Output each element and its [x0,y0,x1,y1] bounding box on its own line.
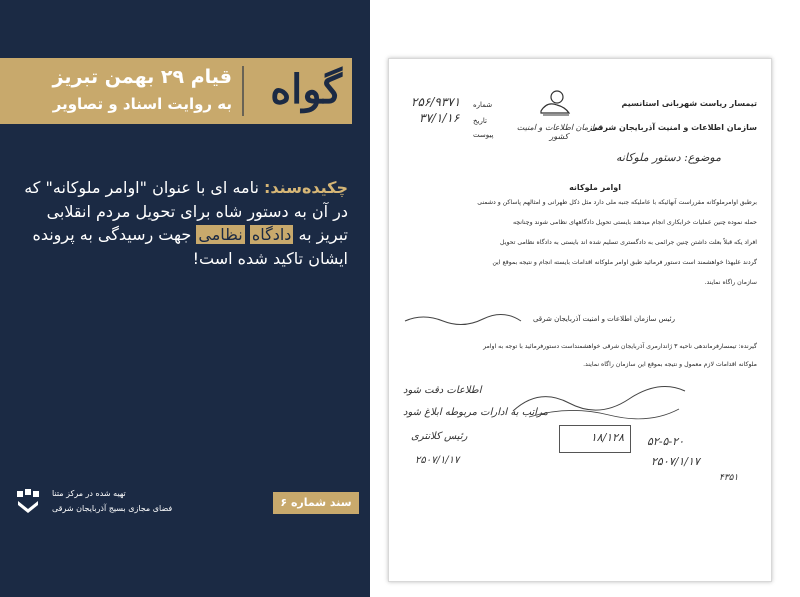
header-title: قیام ۲۹ بهمن تبریز [52,66,232,88]
stamp-number: ۱۸/۱۲۸ [590,431,624,444]
doc-label-number: شماره [473,101,493,109]
organization-logo-icon [14,487,42,515]
summary-text [22,176,348,270]
organization-line-2: فضای مجازی بسیج آذربایجان شرقی [52,504,173,513]
doc-recipient-line: تیمسار ریاست شهربانی استانسیم [621,99,757,108]
header-band [0,58,352,124]
emblem-caption: سازمان اطلاعات و امنیت کشور [516,123,602,141]
doc-stamp-date: ۵۲-۵-۲۰ [647,435,684,448]
header-divider [242,66,244,116]
doc-sender-line: سازمان اطلاعات و امنیت آذربایجان شرقی [590,123,757,132]
doc-subject: موضوع: دستور ملوکانه [615,151,721,164]
brand-logo-box [250,58,352,124]
doc-body-line-2: حمله نموده چنین عملیات خرابکاری انجام میدهند بایستی تحویل دادگاههای نظامی شوند وچنانچه [512,219,757,226]
summary-part2: جهت رسیدگی به پرونده ایشان تاکید شده است! [32,225,348,268]
lion-and-sun-emblem-icon [535,89,575,117]
signature-scribble-icon [403,311,523,329]
doc-ref-number: ۲۵۶/۹۳۷۱ [411,95,461,109]
doc-body-line-3: افراد یکه قبلاً بعلت داشتن چنین جرائمی به دادگستری تسلیم شده اند بایستی به دادگاه نظامی تحویل [500,239,757,246]
doc-signature-line: رئیس سازمان اطلاعات و امنیت آذربایجان شرقی [532,315,675,323]
doc-bottom-code: ۴۳۵۱ [719,473,739,483]
summary-label: چکیده‌سند: [264,178,348,197]
summary-highlight-1: دادگاه [251,225,292,244]
document-number-badge: سند شماره ۶ [273,492,359,514]
doc-cc-line-1: گیرنده: تیمسارفرماندهی ناحیه ۳ ژاندارمری آذربایجان شرقی خواهشمنداست دستورفرمائید با توجه به اوامر [483,343,757,350]
doc-cc-line-2: ملوکانه اقدامات لازم معمول و نتیجه بموقع این سازمان راگاه نمایند. [583,361,757,368]
doc-heading: اوامر ملوکانه [569,183,621,192]
doc-body-line-5: سازمان راگاه نمایند. [704,279,757,286]
document-sheet [389,59,771,581]
doc-handwritten-note-3: رئیس کلانتری [411,431,468,442]
doc-handwritten-date-1: ۲۵۰۷/۱/۱۷ [415,455,460,466]
organization-line-1: تهیه شده در مرکز متنا [52,489,126,498]
brand-logo: گواه [270,66,342,113]
summary-highlight-2: نظامی [198,225,243,244]
doc-body-line-1: برطبق اوامرملوکانه مقرراست آنهائیکه با عاملیکه جنبه ملی دارد مثل ذکل طهرانی و امثالهم پاساکن و دشمنی [477,199,757,206]
summary-part1: نامه ای با عنوان "اوامر ملوکانه" که در آن به دستور شاه برای تحویل مردم انقلابی تبریز به [24,178,348,244]
doc-label-date: تاریخ [473,117,487,125]
doc-handwritten-note-1: اطلاعات دقت شود [403,385,482,396]
header-subtitle: به روایت اسناد و تصاویر [52,95,232,113]
doc-handwritten-date-2: ۲۵۰۷/۱/۱۷ [651,455,700,468]
doc-ref-date: ۳۷/۱/۱۶ [419,111,460,125]
handwritten-scribble-icon [509,381,689,421]
registration-stamp [559,425,631,453]
doc-body-line-4: گردند علیهذا خواهشمند است دستور فرمائید طبق اوامر ملوکانه اقدامات بایسته انجام و نتیجه بموقع این [492,259,757,266]
organization-credit [52,486,202,516]
document-scan [388,58,772,582]
doc-handwritten-note-2: مراتب به ادارات مربوطه ابلاغ شود [403,407,548,418]
doc-label-attachment: پیوست [473,131,494,139]
